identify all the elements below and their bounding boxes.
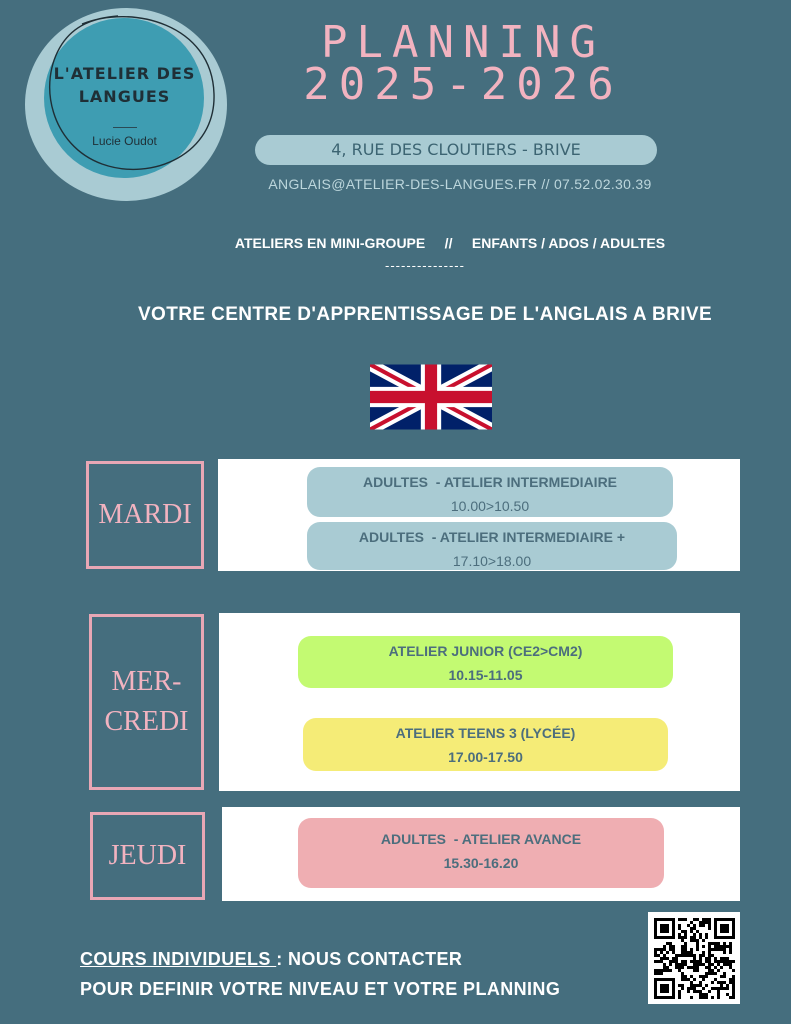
slot-title: ADULTES - ATELIER INTERMEDIAIRE + xyxy=(358,529,626,545)
cours-individuels-link[interactable]: COURS INDIVIDUELS xyxy=(80,949,277,969)
logo-author: Lucie Oudot xyxy=(92,134,157,148)
footer xyxy=(80,944,560,1004)
footer-line-2: POUR DEFINIR VOTRE NIVEAU ET VOTRE PLANNING xyxy=(80,979,561,999)
slot-time: 17.00-17.50 xyxy=(448,749,523,765)
ateliers-line: ATELIERS EN MINI-GROUPE // ENFANTS / ADOS / ADULTES xyxy=(234,235,666,251)
mercredi-label-2: CREDI xyxy=(104,706,189,737)
logo-title xyxy=(42,62,207,108)
separator-dashes: --------------- xyxy=(385,258,465,273)
slot-jeudi-1 xyxy=(298,818,664,888)
page-title xyxy=(278,17,648,110)
slot-title: ADULTES - ATELIER AVANCE xyxy=(380,831,582,847)
contact-line[interactable]: ANGLAIS@ATELIER-DES-LANGUES.FR // 07.52.02.30.39 xyxy=(268,176,652,192)
slot-title: ATELIER JUNIOR (CE2>CM2) xyxy=(388,643,583,659)
title-line-2: 2025-2026 xyxy=(303,59,623,110)
mercredi-label-1: MER- xyxy=(111,666,182,697)
slot-time: 10.00>10.50 xyxy=(450,498,530,514)
slot-mercredi-1 xyxy=(298,636,673,688)
logo-line-1: L'ATELIER DES xyxy=(53,64,196,83)
slot-title: ATELIER TEENS 3 (LYCÉE) xyxy=(395,725,576,741)
logo-line-2: LANGUES xyxy=(78,87,171,106)
day-label-mercredi xyxy=(89,614,204,790)
slot-mercredi-2 xyxy=(303,718,668,771)
address-pill: 4, RUE DES CLOUTIERS - BRIVE xyxy=(255,135,657,165)
slot-time: 10.15-11.05 xyxy=(448,667,523,683)
qr-code-icon xyxy=(648,912,740,1004)
jeudi-label: JEUDI xyxy=(108,840,187,871)
uk-flag-icon xyxy=(370,364,492,430)
slot-time: 15.30-16.20 xyxy=(443,855,519,871)
footer-rest: : NOUS CONTACTER xyxy=(276,949,463,969)
day-label-jeudi xyxy=(90,812,205,900)
logo-divider xyxy=(113,127,137,128)
slot-mardi-1 xyxy=(307,467,673,517)
qr-code[interactable] xyxy=(648,912,740,1004)
mardi-label: MARDI xyxy=(98,499,192,530)
title-line-1: PLANNING xyxy=(321,17,605,68)
slot-mardi-2 xyxy=(307,522,677,570)
day-label-mardi xyxy=(86,461,204,569)
slot-time: 17.10>18.00 xyxy=(452,553,532,569)
tagline: VOTRE CENTRE D'APPRENTISSAGE DE L'ANGLAIS A BRIVE xyxy=(137,304,713,325)
slot-title: ADULTES - ATELIER INTERMEDIAIRE xyxy=(362,474,618,490)
